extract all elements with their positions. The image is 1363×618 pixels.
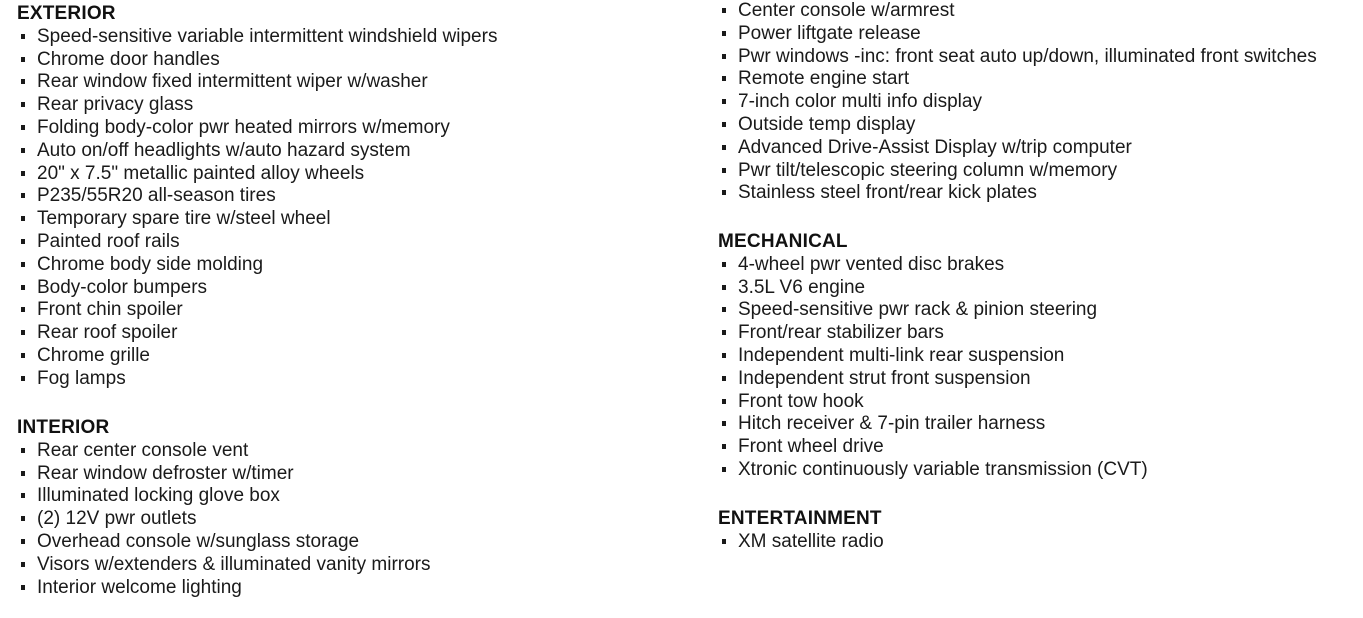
exterior-item [17, 49, 497, 72]
exterior-item [17, 140, 497, 163]
exterior-item [17, 208, 497, 231]
interior-item [17, 485, 431, 508]
bullet-icon [722, 262, 726, 267]
exterior-item-label: Speed-sensitive variable intermittent windshield wipers [37, 25, 498, 47]
mechanical-item-label: Front tow hook [738, 390, 864, 412]
mechanical-item [718, 413, 1148, 436]
bullet-icon [21, 330, 25, 335]
bullet-icon [21, 493, 25, 498]
bullet-icon [21, 307, 25, 312]
mechanical-item [718, 277, 1148, 300]
interior-item-label: Visors w/extenders & illuminated vanity mirrors [37, 553, 431, 575]
bullet-icon [722, 539, 726, 544]
interior-item-label: Advanced Drive-Assist Display w/trip computer [738, 136, 1132, 158]
exterior-list [17, 26, 497, 391]
bullet-icon [21, 148, 25, 153]
exterior-item [17, 231, 497, 254]
entertainment-list [718, 531, 884, 554]
bullet-icon [21, 539, 25, 544]
exterior-item-label: Temporary spare tire w/steel wheel [37, 208, 331, 230]
bullet-icon [722, 145, 726, 150]
interior-item-label: Center console w/armrest [738, 0, 955, 21]
bullet-icon [21, 34, 25, 39]
mechanical-item-label: Speed-sensitive pwr rack & pinion steering [738, 299, 1098, 321]
exterior-item [17, 345, 497, 368]
entertainment-section [718, 508, 884, 554]
interior-item-label: Illuminated locking glove box [37, 485, 280, 507]
interior-item [17, 440, 431, 463]
mechanical-item-label: Xtronic continuously variable transmission (CVT) [738, 458, 1148, 480]
interior-item-label: Remote engine start [738, 68, 910, 90]
bullet-icon [722, 122, 726, 127]
exterior-item [17, 277, 497, 300]
interior-item-label: Rear center console vent [37, 439, 249, 461]
mechanical-item-label: 4-wheel pwr vented disc brakes [738, 253, 1005, 275]
exterior-item [17, 254, 497, 277]
exterior-item-label: P235/55R20 all-season tires [37, 185, 276, 207]
bullet-icon [722, 399, 726, 404]
bullet-icon [722, 330, 726, 335]
interior-item-label: Pwr tilt/telescopic steering column w/memory [738, 159, 1118, 181]
mechanical-item-label: Front wheel drive [738, 436, 884, 458]
mechanical-heading: MECHANICAL [718, 231, 848, 252]
interior-item [718, 114, 1317, 137]
exterior-item [17, 322, 497, 345]
entertainment-item [718, 531, 884, 554]
bullet-icon [21, 216, 25, 221]
mechanical-section [718, 231, 1148, 482]
exterior-item-label: Chrome body side molding [37, 253, 264, 275]
interior-item-label: Outside temp display [738, 113, 916, 135]
exterior-item [17, 71, 497, 94]
interior-item [718, 46, 1317, 69]
bullet-icon [21, 193, 25, 198]
exterior-item-label: Rear window fixed intermittent wiper w/washer [37, 71, 428, 93]
bullet-icon [21, 79, 25, 84]
mechanical-item-label: Front/rear stabilizer bars [738, 322, 944, 344]
mechanical-item [718, 391, 1148, 414]
bullet-icon [21, 262, 25, 267]
mechanical-item-label: 3.5L V6 engine [738, 276, 866, 298]
interior-item-label: Pwr windows -inc: front seat auto up/down, illuminated front switches [738, 45, 1317, 67]
exterior-item-label: Fog lamps [37, 367, 126, 389]
mechanical-item-label: Independent strut front suspension [738, 367, 1031, 389]
exterior-item-label: Front chin spoiler [37, 299, 183, 321]
bullet-icon [21, 376, 25, 381]
bullet-icon [722, 353, 726, 358]
entertainment-item-label: XM satellite radio [738, 530, 884, 552]
interior-item [718, 23, 1317, 46]
interior-heading: INTERIOR [17, 417, 110, 438]
exterior-item-label: Body-color bumpers [37, 276, 208, 298]
bullet-icon [21, 125, 25, 130]
interior-item [718, 0, 1317, 23]
bullet-icon [722, 8, 726, 13]
exterior-item [17, 26, 497, 49]
bullet-icon [722, 307, 726, 312]
interior-item-label: Rear window defroster w/timer [37, 462, 294, 484]
bullet-icon [722, 190, 726, 195]
interior-item-label: Stainless steel front/rear kick plates [738, 182, 1037, 204]
interior-section [17, 417, 431, 599]
bullet-icon [21, 285, 25, 290]
exterior-item-label: Chrome door handles [37, 48, 220, 70]
mechanical-item [718, 322, 1148, 345]
interior-item [718, 91, 1317, 114]
mechanical-item [718, 368, 1148, 391]
bullet-icon [722, 76, 726, 81]
interior-item [17, 463, 431, 486]
exterior-item-label: Chrome grille [37, 344, 150, 366]
mechanical-item [718, 299, 1148, 322]
exterior-item-label: Rear roof spoiler [37, 322, 178, 344]
mechanical-item [718, 459, 1148, 482]
bullet-icon [21, 516, 25, 521]
bullet-icon [21, 585, 25, 590]
exterior-item [17, 368, 497, 391]
interior-item [17, 531, 431, 554]
mechanical-item [718, 345, 1148, 368]
interior-continued-section [718, 0, 1317, 205]
bullet-icon [21, 171, 25, 176]
bullet-icon [21, 562, 25, 567]
interior-item [718, 137, 1317, 160]
interior-item [718, 160, 1317, 183]
exterior-item-label: Rear privacy glass [37, 94, 194, 116]
interior-item [718, 68, 1317, 91]
exterior-heading: EXTERIOR [17, 3, 116, 24]
mechanical-item-label: Independent multi-link rear suspension [738, 344, 1065, 366]
exterior-item [17, 94, 497, 117]
interior-item [718, 182, 1317, 205]
bullet-icon [722, 99, 726, 104]
interior-item-label: 7-inch color multi info display [738, 91, 982, 113]
bullet-icon [722, 285, 726, 290]
bullet-icon [722, 444, 726, 449]
interior-list [17, 440, 431, 600]
bullet-icon [21, 57, 25, 62]
entertainment-heading: ENTERTAINMENT [718, 508, 882, 529]
mechanical-list [718, 254, 1148, 482]
bullet-icon [21, 239, 25, 244]
interior-item-label: Power liftgate release [738, 22, 921, 44]
exterior-item [17, 163, 497, 186]
interior-continued-list [718, 0, 1317, 205]
bullet-icon [722, 376, 726, 381]
exterior-item-label: 20" x 7.5" metallic painted alloy wheels [37, 162, 365, 184]
interior-item [17, 508, 431, 531]
interior-item-label: Overhead console w/sunglass storage [37, 530, 360, 552]
bullet-icon [21, 102, 25, 107]
bullet-icon [722, 168, 726, 173]
bullet-icon [722, 54, 726, 59]
exterior-item [17, 299, 497, 322]
exterior-item [17, 185, 497, 208]
interior-item-label: (2) 12V pwr outlets [37, 508, 197, 530]
bullet-icon [21, 471, 25, 476]
bullet-icon [21, 353, 25, 358]
bullet-icon [722, 467, 726, 472]
exterior-item-label: Auto on/off headlights w/auto hazard system [37, 139, 411, 161]
mechanical-item [718, 436, 1148, 459]
interior-item-label: Interior welcome lighting [37, 576, 242, 598]
bullet-icon [21, 448, 25, 453]
interior-item [17, 577, 431, 600]
bullet-icon [722, 31, 726, 36]
bullet-icon [722, 421, 726, 426]
interior-item [17, 554, 431, 577]
mechanical-item [718, 254, 1148, 277]
exterior-item [17, 117, 497, 140]
exterior-item-label: Folding body-color pwr heated mirrors w/memory [37, 116, 450, 138]
exterior-item-label: Painted roof rails [37, 230, 180, 252]
mechanical-item-label: Hitch receiver & 7-pin trailer harness [738, 413, 1046, 435]
exterior-section [17, 3, 497, 391]
